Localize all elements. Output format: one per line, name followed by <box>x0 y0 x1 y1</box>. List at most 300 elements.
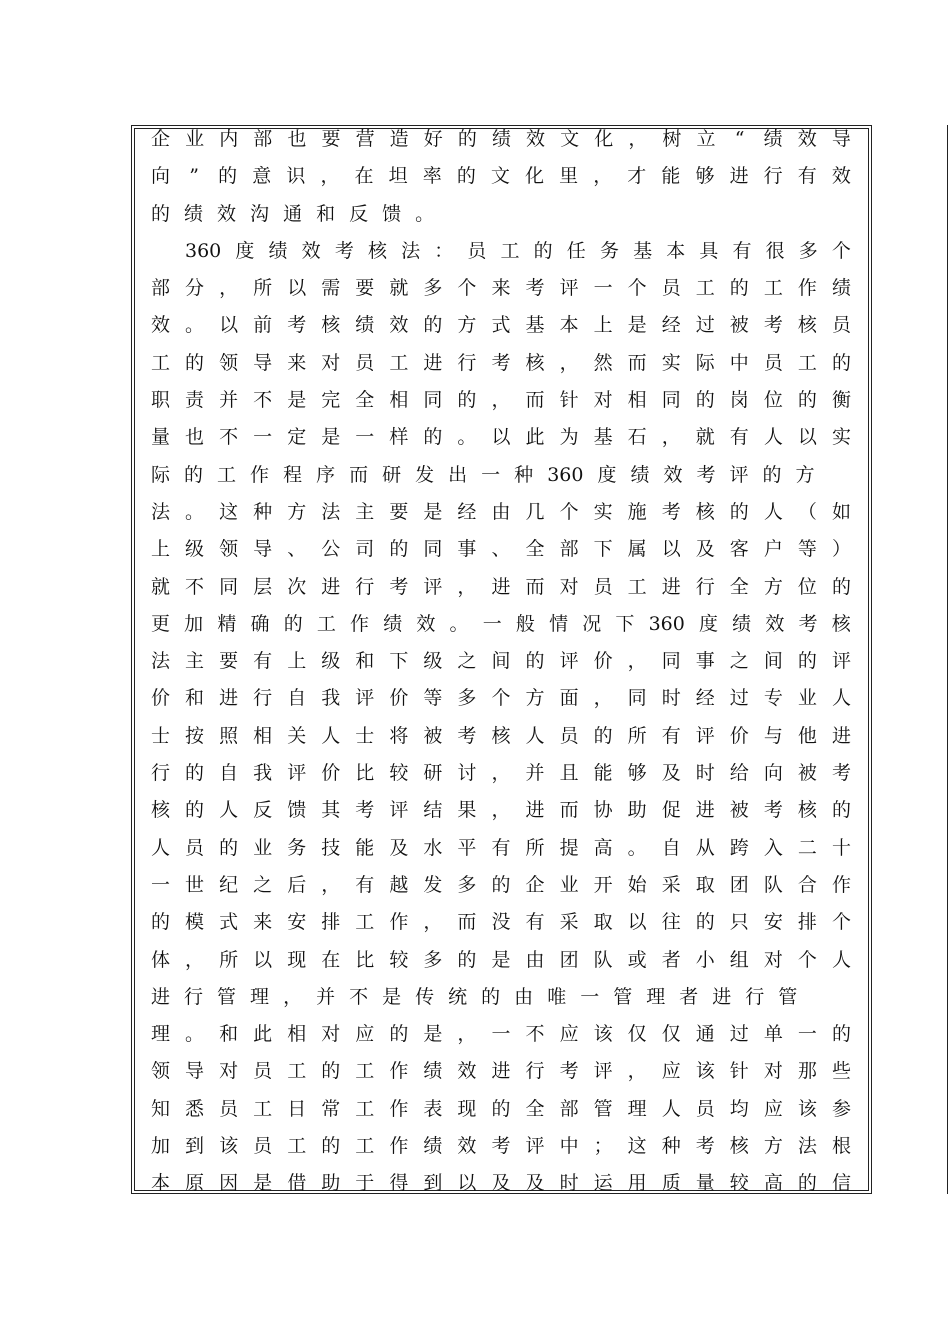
text-glyph: 体 <box>151 948 171 971</box>
text-glyph: 工 <box>355 911 375 934</box>
text-glyph: 是 <box>287 389 307 412</box>
text-glyph: 考 <box>491 351 511 374</box>
text-glyph: 的 <box>321 1135 341 1158</box>
text-glyph: 化 <box>594 128 614 150</box>
text-glyph: 进 <box>491 575 511 598</box>
text-glyph: 照 <box>219 724 239 747</box>
text-glyph: 然 <box>593 351 613 374</box>
text-glyph: 知 <box>151 1097 171 1120</box>
text-glyph: 识 <box>286 165 306 188</box>
text-glyph: 对 <box>763 1060 783 1083</box>
text-glyph: 的 <box>185 351 205 374</box>
text-glyph: 率 <box>422 165 442 188</box>
text-glyph: 好 <box>423 128 443 150</box>
text-glyph: 不 <box>349 985 369 1008</box>
text-glyph: 过 <box>729 687 749 710</box>
text-glyph: 样 <box>389 426 409 449</box>
text-glyph: 安 <box>287 911 307 934</box>
text-glyph: 员 <box>253 1135 273 1158</box>
text-glyph: 评 <box>695 724 715 747</box>
text-glyph: 员 <box>559 724 579 747</box>
text-glyph: 的 <box>185 799 205 822</box>
text-line <box>151 680 851 717</box>
text-glyph: 的 <box>283 612 303 635</box>
text-glyph: 团 <box>729 873 749 896</box>
text-glyph: 基 <box>633 239 653 262</box>
text-glyph: 能 <box>593 762 613 785</box>
text-glyph: 施 <box>627 500 647 523</box>
text-glyph: 核 <box>491 724 511 747</box>
text-glyph: 排 <box>321 911 341 934</box>
text-glyph: 评 <box>525 1135 545 1158</box>
text-glyph: 士 <box>355 724 375 747</box>
text-glyph: 业 <box>185 128 205 150</box>
text-glyph: 以 <box>627 911 647 934</box>
text-glyph: 核 <box>367 239 387 262</box>
text-glyph: 人 <box>151 836 171 859</box>
text-glyph: 作 <box>250 463 270 486</box>
text-glyph: 核 <box>729 1135 749 1158</box>
text-glyph: 该 <box>695 1060 715 1083</box>
text-glyph: 些 <box>831 1060 851 1083</box>
text-glyph: 出 <box>448 463 468 486</box>
text-glyph: 专 <box>763 687 783 710</box>
text-glyph: 行 <box>355 575 375 598</box>
text-glyph: 我 <box>321 687 341 710</box>
text-glyph: 的 <box>797 1172 817 1195</box>
text-glyph: 绩 <box>831 277 851 300</box>
text-glyph: 统 <box>448 985 468 1008</box>
text-glyph: 经 <box>695 687 715 710</box>
text-glyph: 分 <box>185 277 205 300</box>
text-glyph: 有 <box>525 911 545 934</box>
text-glyph: 促 <box>661 799 681 822</box>
text-glyph: 确 <box>250 612 270 635</box>
text-glyph: 表 <box>423 1097 443 1120</box>
text-glyph: 下 <box>593 538 613 561</box>
text-glyph: 协 <box>593 799 613 822</box>
text-glyph: 运 <box>593 1172 613 1195</box>
text-glyph: 法 <box>401 239 421 262</box>
text-glyph: 具 <box>699 239 719 262</box>
text-glyph: 个 <box>797 948 817 971</box>
text-line <box>151 196 851 233</box>
text-glyph: 时 <box>661 687 681 710</box>
text-line <box>151 643 851 680</box>
text-glyph: 讨 <box>457 762 477 785</box>
text-glyph: 中 <box>559 1135 579 1158</box>
text-glyph: 业 <box>253 836 273 859</box>
text-glyph: 价 <box>389 687 409 710</box>
text-glyph: 员 <box>763 351 783 374</box>
text-glyph: 取 <box>593 911 613 934</box>
text-glyph: 作 <box>389 1060 409 1083</box>
text-glyph: 过 <box>729 1023 749 1046</box>
text-glyph: ， <box>423 911 443 934</box>
text-glyph: 效 <box>831 165 851 188</box>
text-glyph: 个 <box>831 239 851 262</box>
text-glyph: 管 <box>613 985 633 1008</box>
text-glyph: 的 <box>151 202 171 225</box>
text-glyph: 位 <box>797 575 817 598</box>
text-glyph: 并 <box>525 762 545 785</box>
text-glyph: 有 <box>661 724 681 747</box>
text-glyph: 对 <box>219 1060 239 1083</box>
text-glyph: 个 <box>491 687 511 710</box>
text-glyph: 过 <box>695 314 715 337</box>
text-glyph: 几 <box>525 500 545 523</box>
text-glyph: 水 <box>423 836 443 859</box>
text-glyph: 助 <box>321 1172 341 1195</box>
text-glyph: 进 <box>525 799 545 822</box>
text-glyph: 及 <box>695 538 715 561</box>
text-glyph: 企 <box>525 873 545 896</box>
text-glyph: 进 <box>151 985 171 1008</box>
text-glyph: 的 <box>481 985 501 1008</box>
text-glyph: 造 <box>389 128 409 150</box>
text-glyph: 安 <box>763 911 783 934</box>
text-glyph: 次 <box>287 575 307 598</box>
text-glyph: 个 <box>831 911 851 934</box>
text-glyph: 度 <box>597 463 617 486</box>
text-glyph: 考 <box>559 1060 579 1083</box>
text-glyph: 要 <box>389 500 409 523</box>
text-glyph: 绩 <box>268 239 288 262</box>
text-glyph: 较 <box>389 948 409 971</box>
text-glyph: 果 <box>457 799 477 822</box>
text-glyph: 而 <box>525 389 545 412</box>
text-line <box>151 121 851 158</box>
text-glyph: 下 <box>615 612 635 635</box>
text-glyph: 研 <box>382 463 402 486</box>
text-glyph: 得 <box>389 1172 409 1195</box>
text-glyph: 的 <box>389 538 409 561</box>
text-glyph: 评 <box>831 650 851 673</box>
text-glyph: 效 <box>389 314 409 337</box>
text-glyph: 核 <box>321 314 341 337</box>
text-glyph: 立 <box>696 128 716 150</box>
text-glyph: 者 <box>679 985 699 1008</box>
text-glyph: 的 <box>797 650 817 673</box>
text-glyph: 行 <box>457 351 477 374</box>
text-glyph: 进 <box>491 1060 511 1083</box>
text-glyph: 方 <box>763 575 783 598</box>
text-glyph: 同 <box>661 650 681 673</box>
text-glyph: 种 <box>514 463 534 486</box>
text-glyph: 这 <box>627 1135 647 1158</box>
text-glyph: 考 <box>798 612 818 635</box>
text-glyph: 理 <box>627 1097 647 1120</box>
text-glyph: 全 <box>525 538 545 561</box>
text-glyph: 衡 <box>831 389 851 412</box>
text-glyph: 一 <box>151 873 171 896</box>
text-glyph: ， <box>627 650 647 673</box>
text-glyph: 有 <box>729 426 749 449</box>
text-glyph: 程 <box>283 463 303 486</box>
text-glyph: 务 <box>599 239 619 262</box>
text-glyph: 向 <box>763 762 783 785</box>
text-glyph: 对 <box>763 948 783 971</box>
text-glyph: 法 <box>151 650 171 673</box>
text-glyph: 作 <box>389 911 409 934</box>
text-glyph: 且 <box>559 762 579 785</box>
text-glyph: 情 <box>549 612 569 635</box>
text-glyph: 不 <box>253 389 273 412</box>
text-glyph: 工 <box>287 1135 307 1158</box>
text-glyph: 有 <box>797 165 817 188</box>
text-glyph: 员 <box>593 575 613 598</box>
text-glyph: 级 <box>185 538 205 561</box>
text-glyph: 定 <box>287 426 307 449</box>
text-glyph: 和 <box>185 687 205 710</box>
text-glyph: 考 <box>355 799 375 822</box>
text-glyph: 考 <box>695 1135 715 1158</box>
text-glyph: 向 <box>151 165 171 188</box>
text-glyph: 的 <box>457 128 477 150</box>
text-glyph: 研 <box>423 762 443 785</box>
text-glyph: 对 <box>321 1023 341 1046</box>
text-glyph: 或 <box>627 948 647 971</box>
text-glyph: 绩 <box>423 1060 443 1083</box>
text-glyph: 现 <box>287 948 307 971</box>
text-glyph: 是 <box>423 1023 443 1046</box>
text-glyph: 级 <box>321 650 341 673</box>
text-glyph: 和 <box>355 650 375 673</box>
text-glyph: 多 <box>798 239 818 262</box>
text-glyph: 信 <box>831 1172 851 1195</box>
text-glyph: 全 <box>355 389 375 412</box>
text-glyph: 能 <box>355 836 375 859</box>
text-glyph: 效 <box>217 202 237 225</box>
text-line <box>151 307 851 344</box>
text-glyph: 作 <box>389 1097 409 1120</box>
text-glyph: 理 <box>151 1023 171 1046</box>
text-line <box>151 457 851 494</box>
text-glyph: 行 <box>253 687 273 710</box>
text-glyph: 应 <box>355 1023 375 1046</box>
text-glyph: 考 <box>334 239 354 262</box>
text-glyph: 绩 <box>630 463 650 486</box>
text-glyph: 价 <box>593 650 613 673</box>
text-glyph: 经 <box>661 314 681 337</box>
text-glyph: 馈 <box>287 799 307 822</box>
text-glyph: 就 <box>695 426 715 449</box>
text-glyph: 相 <box>287 1023 307 1046</box>
text-glyph: 排 <box>797 911 817 934</box>
text-glyph: 行 <box>745 985 765 1008</box>
text-glyph: 精 <box>217 612 237 635</box>
text-line <box>151 569 851 606</box>
text-glyph: 反 <box>349 202 369 225</box>
text-glyph: 理 <box>250 985 270 1008</box>
text-glyph: 考 <box>661 500 681 523</box>
text-glyph: 领 <box>219 538 239 561</box>
text-glyph: 法 <box>321 500 341 523</box>
text-glyph: 员 <box>253 1060 273 1083</box>
text-glyph: 务 <box>287 836 307 859</box>
text-glyph: 工 <box>355 1060 375 1083</box>
text-glyph: 原 <box>185 1172 205 1195</box>
text-glyph: 被 <box>423 724 443 747</box>
text-glyph: 里 <box>559 165 579 188</box>
text-glyph: 部 <box>559 1097 579 1120</box>
text-glyph: 对 <box>593 389 613 412</box>
text-glyph: 组 <box>729 948 749 971</box>
text-glyph: 在 <box>354 165 374 188</box>
text-glyph: 队 <box>763 873 783 896</box>
text-glyph: 该 <box>797 1097 817 1120</box>
text-glyph: 不 <box>219 426 239 449</box>
text-glyph: 发 <box>423 873 443 896</box>
text-glyph: 加 <box>184 612 204 635</box>
text-glyph: 所 <box>219 948 239 971</box>
text-glyph: 有 <box>732 239 752 262</box>
text-glyph: 效 <box>765 612 785 635</box>
text-glyph: 是 <box>253 1172 273 1195</box>
text-glyph: 够 <box>695 165 715 188</box>
text-glyph: 效 <box>457 1060 477 1083</box>
text-glyph: 内 <box>219 128 239 150</box>
text-glyph: 树 <box>662 128 682 150</box>
text-glyph: 队 <box>593 948 613 971</box>
text-glyph: 及 <box>389 836 409 859</box>
text-glyph: 绩 <box>355 314 375 337</box>
text-glyph: 绩 <box>763 128 783 150</box>
text-glyph: 多 <box>423 277 443 300</box>
text-glyph: 就 <box>151 575 171 598</box>
text-line <box>151 1016 851 1053</box>
text-glyph: 考 <box>763 799 783 822</box>
text-glyph: 同 <box>661 389 681 412</box>
text-glyph: 全 <box>729 575 749 598</box>
text-glyph: 我 <box>253 762 273 785</box>
text-glyph: 部 <box>559 538 579 561</box>
text-glyph: 模 <box>185 911 205 934</box>
text-glyph: 发 <box>415 463 435 486</box>
right-margin-rule <box>947 125 948 1194</box>
text-glyph: 效 <box>151 314 171 337</box>
text-glyph: 高 <box>763 1172 783 1195</box>
text-glyph: 进 <box>729 165 749 188</box>
text-glyph: 考 <box>763 314 783 337</box>
text-line <box>151 158 851 195</box>
text-glyph: 反 <box>253 799 273 822</box>
text-glyph: 实 <box>831 426 851 449</box>
text-glyph: 人 <box>219 799 239 822</box>
text-glyph: 评 <box>593 1060 613 1083</box>
text-glyph: 提 <box>559 836 579 859</box>
text-glyph: 进 <box>321 575 341 598</box>
text-glyph: 客 <box>729 538 749 561</box>
text-glyph: 本 <box>151 1172 171 1195</box>
text-glyph: 文 <box>490 165 510 188</box>
text-glyph: 更 <box>151 612 171 635</box>
text-glyph: 所 <box>627 724 647 747</box>
text-glyph: 作 <box>797 277 817 300</box>
text-glyph: 的 <box>185 762 205 785</box>
text-line <box>151 345 851 382</box>
text-glyph: 此 <box>253 1023 273 1046</box>
text-glyph: 以 <box>219 314 239 337</box>
text-glyph: 要 <box>355 277 375 300</box>
text-glyph: 一 <box>580 985 600 1008</box>
text-glyph: 需 <box>321 277 341 300</box>
text-glyph: 取 <box>695 873 715 896</box>
text-glyph: 评 <box>559 277 579 300</box>
text-glyph: 的 <box>797 389 817 412</box>
text-glyph: 评 <box>729 463 749 486</box>
text-glyph: 就 <box>389 277 409 300</box>
text-glyph: 职 <box>151 389 171 412</box>
text-glyph: （ <box>797 500 817 523</box>
text-glyph: 进 <box>423 351 443 374</box>
text-glyph: 并 <box>219 389 239 412</box>
text-glyph: 考 <box>696 463 716 486</box>
text-glyph: 应 <box>559 1023 579 1046</box>
text-glyph: 前 <box>253 314 273 337</box>
text-line <box>151 419 851 456</box>
text-glyph: 方 <box>287 500 307 523</box>
text-glyph: ， <box>185 948 205 971</box>
text-glyph: 考 <box>831 762 851 785</box>
text-glyph: 绩 <box>423 1135 443 1158</box>
text-glyph: 价 <box>729 724 749 747</box>
text-glyph: 企 <box>151 128 171 150</box>
text-glyph: 由 <box>491 500 511 523</box>
text-glyph: 员 <box>831 314 851 337</box>
text-glyph: 核 <box>525 351 545 374</box>
text-glyph: 时 <box>695 762 715 785</box>
text-glyph: 均 <box>729 1097 749 1120</box>
text-glyph: 评 <box>559 650 579 673</box>
text-glyph: 同 <box>627 687 647 710</box>
text-glyph: 以 <box>287 277 307 300</box>
text-glyph: 导 <box>253 351 273 374</box>
text-glyph: 到 <box>423 1172 443 1195</box>
text-glyph: 通 <box>283 202 303 225</box>
text-glyph: 作 <box>831 873 851 896</box>
text-glyph: 进 <box>219 687 239 710</box>
text-glyph: 绩 <box>491 128 511 150</box>
text-glyph: 核 <box>151 799 171 822</box>
text-glyph: 该 <box>219 1135 239 1158</box>
text-glyph: 人 <box>661 1097 681 1120</box>
text-glyph: 方 <box>795 463 815 486</box>
text-glyph: 度 <box>235 239 255 262</box>
text-glyph: 结 <box>423 799 443 822</box>
text-glyph: 际 <box>695 351 715 374</box>
text-glyph: 行 <box>695 575 715 598</box>
text-glyph: 石 <box>627 426 647 449</box>
text-glyph: 员 <box>219 1097 239 1120</box>
text-glyph: 实 <box>593 500 613 523</box>
text-glyph: 悉 <box>185 1097 205 1120</box>
text-glyph: 导 <box>831 128 851 150</box>
text-glyph: 是 <box>491 948 511 971</box>
text-glyph: 法 <box>797 1135 817 1158</box>
text-glyph: 式 <box>219 911 239 934</box>
text-glyph: 他 <box>797 724 817 747</box>
text-glyph: ， <box>593 165 613 188</box>
text-glyph: 要 <box>219 650 239 673</box>
text-glyph: 的 <box>423 426 443 449</box>
text-glyph: 不 <box>185 575 205 598</box>
text-glyph: 级 <box>423 650 443 673</box>
text-glyph: 工 <box>389 351 409 374</box>
text-glyph: 的 <box>831 1023 851 1046</box>
text-glyph: 自 <box>287 687 307 710</box>
text-glyph: 是 <box>321 426 341 449</box>
